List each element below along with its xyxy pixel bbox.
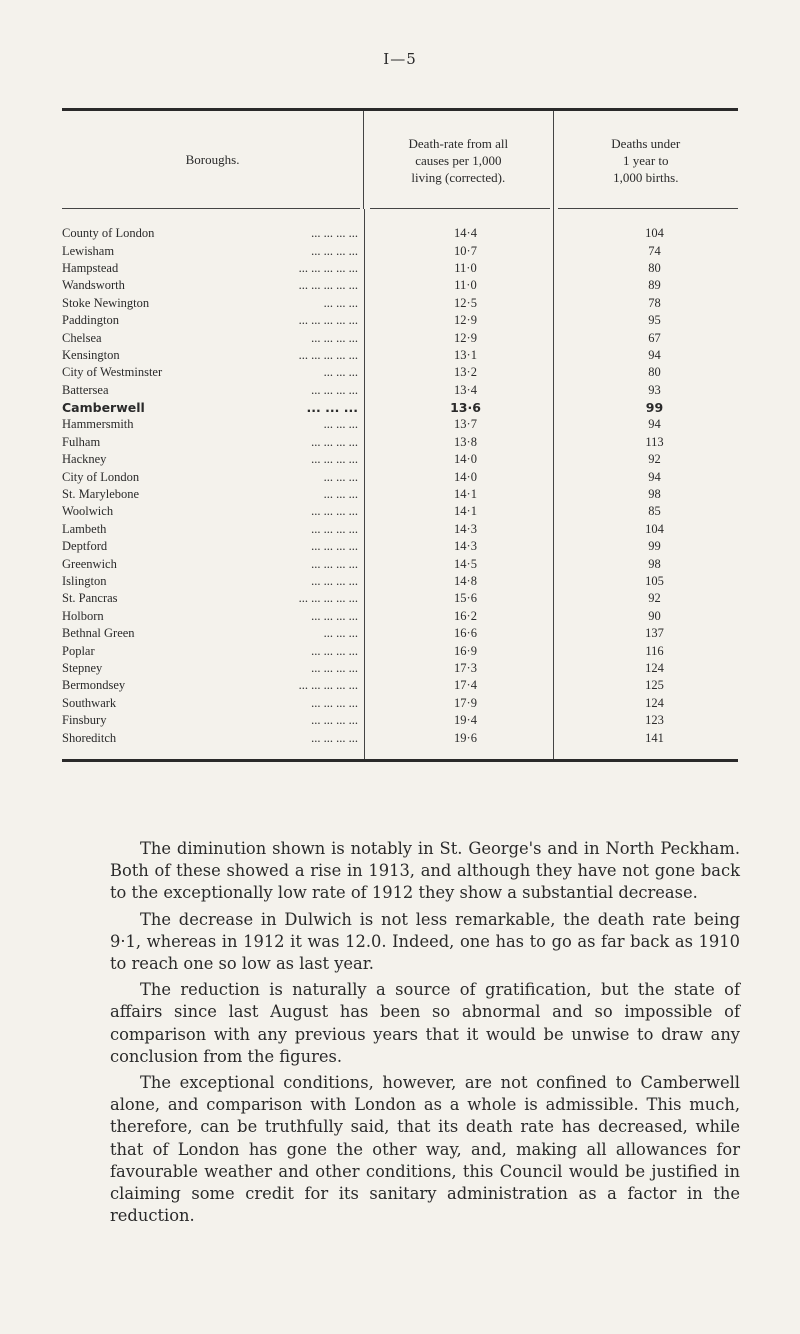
infant-deaths-cell: 104 [645, 521, 664, 536]
borough-name: Stoke Newington [62, 296, 153, 310]
infant-deaths-cell: 99 [648, 539, 661, 554]
borough-name: Hammersmith [62, 417, 138, 431]
death-rate-cell: 16·9 [454, 643, 477, 658]
leader-dots: ... ... ... [323, 417, 358, 432]
borough-name: Holborn [62, 609, 108, 623]
infant-deaths-cell: 123 [645, 713, 664, 728]
infant-deaths-cell: 94 [648, 347, 661, 362]
death-rate-cell: 14·8 [454, 574, 477, 588]
borough-name: Woolwich [62, 504, 117, 518]
table-row [62, 521, 738, 538]
death-rate-cell: 14·3 [454, 521, 477, 536]
borough-name: Lambeth [62, 522, 110, 536]
borough-cell [62, 348, 364, 363]
borough-name: Shoreditch [62, 731, 120, 745]
leader-dots: ... ... ... ... [311, 226, 358, 241]
table-row [62, 608, 738, 625]
borough-cell [62, 417, 364, 432]
borough-name: Bermondsey [62, 678, 129, 692]
header-boroughs: Boroughs. [185, 152, 240, 167]
borough-name: St. Pancras [62, 591, 122, 605]
leader-dots: ... ... ... ... [311, 730, 358, 745]
borough-name: Chelsea [62, 331, 106, 345]
table-row [62, 642, 738, 659]
leader-dots: ... ... ... ... [311, 608, 358, 623]
leader-dots: ... ... ... ... [311, 434, 358, 449]
death-rate-cell: 19·4 [454, 713, 477, 728]
leader-dots: ... ... ... ... ... [298, 347, 358, 362]
borough-name: Hampstead [62, 261, 122, 275]
death-rate-cell: 14·0 [454, 469, 477, 484]
header-infant-deaths: Deaths under 1 year to 1,000 births. [553, 111, 738, 209]
table-row [62, 712, 738, 729]
leader-dots: ... ... ... ... [311, 695, 358, 710]
death-rate-cell: 11·0 [454, 278, 477, 293]
borough-name: Finsbury [62, 713, 110, 727]
table-row [62, 277, 738, 294]
infant-deaths-cell: 92 [648, 591, 661, 606]
leader-dots: ... ... ... ... [311, 504, 358, 519]
borough-cell [62, 626, 364, 641]
borough-name: Camberwell [62, 400, 149, 415]
table-row [62, 329, 738, 346]
borough-cell [62, 574, 364, 589]
borough-cell [62, 435, 364, 450]
infant-deaths-cell: 116 [645, 643, 664, 658]
death-rate-cell: 13·7 [454, 417, 477, 432]
infant-deaths-cell: 125 [645, 678, 664, 693]
table-row [62, 695, 738, 712]
borough-cell [62, 731, 364, 746]
borough-cell [62, 539, 364, 554]
borough-cell [62, 365, 364, 380]
infant-deaths-cell: 90 [648, 608, 661, 623]
leader-dots: ... ... ... ... [311, 713, 358, 728]
death-rate-cell: 13·1 [454, 347, 477, 362]
leader-dots: ... ... ... ... [311, 330, 358, 345]
leader-dots: ... ... ... ... ... [298, 678, 358, 693]
borough-cell [62, 609, 364, 624]
infant-deaths-cell: 94 [648, 417, 661, 432]
table-row [62, 538, 738, 555]
borough-name: City of Westminster [62, 365, 166, 379]
borough-cell [62, 504, 364, 519]
borough-cell [62, 696, 364, 711]
body-text [110, 838, 740, 1231]
borough-cell [62, 522, 364, 537]
leader-dots: ... ... ... ... [311, 452, 358, 467]
infant-deaths-cell: 89 [648, 278, 661, 293]
leader-dots: ... ... ... ... ... [298, 313, 358, 328]
death-rate-cell: 13·2 [454, 365, 477, 380]
leader-dots: ... ... ... ... [311, 574, 358, 588]
infant-deaths-cell: 113 [645, 434, 664, 449]
borough-cell [62, 713, 364, 728]
borough-name: Wandsworth [62, 278, 129, 292]
table-body [62, 209, 738, 759]
death-rate-cell: 13·6 [450, 400, 481, 416]
borough-cell [62, 452, 364, 467]
borough-name: Kensington [62, 348, 124, 362]
borough-name: Southwark [62, 696, 120, 710]
borough-cell [62, 591, 364, 606]
infant-deaths-cell: 98 [648, 556, 661, 571]
death-rate-cell: 17·4 [454, 678, 477, 693]
infant-deaths-cell: 80 [648, 260, 661, 275]
table-row [62, 399, 738, 416]
infant-deaths-cell: 94 [648, 469, 661, 484]
infant-deaths-cell: 141 [645, 730, 664, 745]
borough-name: Hackney [62, 452, 110, 466]
leader-dots: ... ... ... [306, 400, 358, 416]
table-row [62, 729, 738, 746]
death-rate-cell: 13·4 [454, 382, 477, 397]
table-row [62, 555, 738, 572]
infant-deaths-cell: 124 [645, 695, 664, 710]
death-rate-cell: 14·4 [454, 226, 477, 241]
page-number: I—5 [383, 50, 417, 68]
borough-name: Bethnal Green [62, 626, 139, 640]
borough-name: Stepney [62, 661, 106, 675]
leader-dots: ... ... ... [323, 365, 358, 380]
borough-name: Greenwich [62, 557, 121, 571]
death-rate-cell: 14·3 [454, 539, 477, 554]
leader-dots: ... ... ... [323, 626, 358, 641]
leader-dots: ... ... ... ... [311, 382, 358, 397]
borough-cell [62, 661, 364, 676]
paragraph: The decrease in Dulwich is not less remarkable, the death rate being 9·1, whereas in 1912 it was 12.0. Indeed, one has to go as far back as 1910 to reach one so low as last year. [110, 909, 740, 974]
borough-cell [62, 331, 364, 346]
death-rate-cell: 12·5 [454, 295, 477, 310]
borough-cell [62, 470, 364, 485]
leader-dots: ... ... ... [323, 295, 358, 310]
leader-dots: ... ... ... [323, 487, 358, 502]
table-header [62, 111, 738, 209]
leader-dots: ... ... ... ... ... [298, 278, 358, 293]
header-death-rate: Death-rate from all causes per 1,000 living (corrected). [363, 111, 552, 209]
borough-cell [62, 557, 364, 572]
borough-cell [62, 487, 364, 502]
borough-death-rate-table [62, 108, 738, 762]
death-rate-cell: 10·7 [454, 243, 477, 258]
borough-name: Battersea [62, 383, 113, 397]
infant-deaths-cell: 85 [648, 504, 661, 519]
table-row [62, 660, 738, 677]
death-rate-cell: 14·0 [454, 452, 477, 467]
paragraph: The diminution shown is notably in St. George's and in North Peckham. Both of these showed a rise in 1913, and although they have not gone back to the exceptionally low rate of 1912 they show a substantial decrease. [110, 839, 740, 903]
death-rate-cell: 13·8 [454, 434, 477, 449]
borough-name: Lewisham [62, 244, 118, 258]
infant-deaths-cell: 92 [648, 452, 661, 467]
paragraph: The exceptional conditions, however, are not confined to Camberwell alone, and comparison with London as a whole is admissible. This much, therefore, can be truthfully said, that its death rate has decreased, while that of London has gone the other way, and, making all allowances for favourable weather and other conditions, this Council would be justified in claiming some credit for its sanitary administration as a factor in the reduction. [110, 1073, 740, 1226]
leader-dots: ... ... ... ... ... [298, 260, 358, 275]
death-rate-cell: 15·6 [454, 591, 477, 606]
borough-name: Paddington [62, 313, 123, 327]
table-row [62, 382, 738, 399]
leader-dots: ... ... ... [323, 469, 358, 484]
table-row [62, 295, 738, 312]
death-rate-cell: 16·2 [454, 608, 477, 623]
borough-cell [62, 644, 364, 659]
death-rate-cell: 14·5 [454, 556, 477, 571]
infant-deaths-cell: 124 [645, 660, 664, 675]
paragraph: The reduction is naturally a source of gratification, but the state of affairs since last August has been so abnormal and so impossible of comparison with any previous years that it would be unwise to draw any conclusion from the figures. [110, 980, 740, 1066]
borough-cell [62, 383, 364, 398]
death-rate-cell: 17·3 [454, 660, 477, 675]
table-row [62, 312, 738, 329]
borough-cell [62, 296, 364, 311]
leader-dots: ... ... ... ... [311, 243, 358, 258]
table-row [62, 451, 738, 468]
table-row [62, 434, 738, 451]
borough-name: County of London [62, 226, 158, 240]
table-bottom-rule [62, 759, 738, 762]
borough-name: St. Marylebone [62, 487, 143, 501]
borough-name: Deptford [62, 539, 111, 553]
borough-name: Poplar [62, 644, 99, 658]
table-row [62, 347, 738, 364]
death-rate-cell: 14·1 [454, 504, 477, 519]
table-row [62, 260, 738, 277]
table-row [62, 225, 738, 242]
infant-deaths-cell: 74 [648, 243, 661, 258]
infant-deaths-cell: 99 [645, 400, 664, 416]
borough-cell [62, 261, 364, 276]
death-rate-cell: 11·0 [454, 260, 477, 275]
infant-deaths-cell: 67 [648, 330, 661, 345]
infant-deaths-cell: 105 [645, 574, 664, 588]
borough-cell [62, 278, 364, 293]
table-row [62, 503, 738, 520]
table-row [62, 416, 738, 433]
death-rate-cell: 12·9 [454, 330, 477, 345]
infant-deaths-cell: 137 [645, 626, 664, 641]
borough-name: City of London [62, 470, 143, 484]
table-row [62, 573, 738, 590]
table-row [62, 486, 738, 503]
infant-deaths-cell: 80 [648, 365, 661, 380]
infant-deaths-cell: 93 [648, 382, 661, 397]
borough-cell [62, 226, 364, 241]
borough-name: Fulham [62, 435, 104, 449]
death-rate-cell: 14·1 [454, 487, 477, 502]
leader-dots: ... ... ... ... [311, 643, 358, 658]
borough-cell [62, 313, 364, 328]
death-rate-cell: 16·6 [454, 626, 477, 641]
death-rate-cell: 19·6 [454, 730, 477, 745]
table-row [62, 364, 738, 381]
infant-deaths-cell: 98 [648, 487, 661, 502]
death-rate-cell: 17·9 [454, 695, 477, 710]
table-row [62, 625, 738, 642]
table-row [62, 242, 738, 259]
borough-cell [62, 400, 364, 415]
column-divider [553, 209, 554, 759]
leader-dots: ... ... ... ... [311, 556, 358, 571]
table-row [62, 590, 738, 607]
leader-dots: ... ... ... ... [311, 660, 358, 675]
column-divider [364, 209, 365, 759]
infant-deaths-cell: 104 [645, 226, 664, 241]
borough-cell [62, 244, 364, 259]
death-rate-cell: 12·9 [454, 313, 477, 328]
leader-dots: ... ... ... ... [311, 521, 358, 536]
table-row [62, 468, 738, 485]
leader-dots: ... ... ... ... [311, 539, 358, 554]
borough-cell [62, 678, 364, 693]
leader-dots: ... ... ... ... ... [298, 591, 358, 606]
infant-deaths-cell: 78 [648, 295, 661, 310]
borough-name: Islington [62, 574, 110, 588]
infant-deaths-cell: 95 [648, 313, 661, 328]
table-row [62, 677, 738, 694]
